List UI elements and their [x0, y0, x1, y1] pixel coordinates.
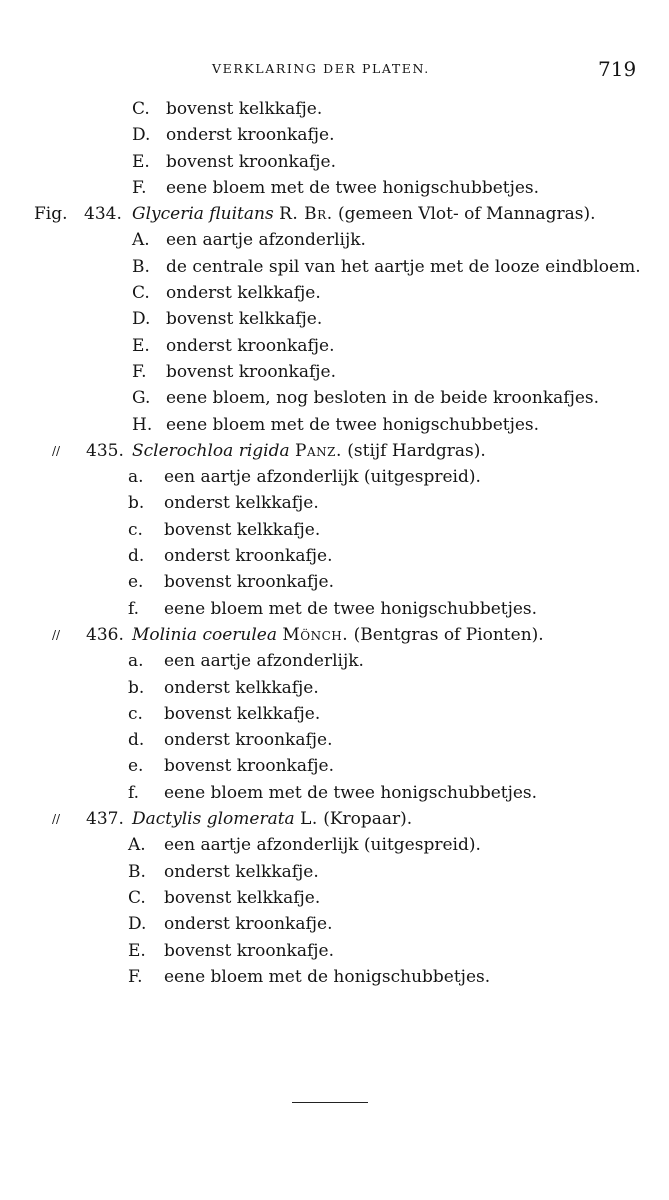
list-item	[0, 675, 669, 701]
list-item	[0, 122, 669, 148]
item-text: eene bloem met de honigschubbetjes.	[164, 966, 491, 987]
figure-number: 437.	[86, 809, 124, 830]
item-text: eene bloem met de twee honigschubbetjes.	[164, 598, 538, 619]
item-text: eene bloem, nog besloten in de beide kroonkafjes.	[166, 388, 600, 409]
figure-number: 436.	[86, 624, 124, 645]
species-name: Glyceria fluitans	[132, 204, 274, 225]
item-label: f.	[128, 598, 140, 619]
figure-prefix: Fig.	[34, 204, 68, 225]
list-item	[0, 569, 669, 595]
item-text: onderst kroonkafje.	[166, 335, 335, 356]
item-label: C.	[132, 99, 150, 119]
item-text: bovenst kelkkafje.	[164, 519, 321, 540]
list-item	[0, 490, 669, 516]
species-author: L.	[300, 809, 318, 830]
item-label: b.	[128, 493, 145, 514]
list-item	[0, 412, 669, 438]
item-label: A.	[128, 835, 146, 856]
item-label: B.	[128, 861, 146, 882]
item-label: c.	[128, 519, 143, 540]
item-text: eene bloem met de twee honigschubbetjes.	[166, 177, 540, 198]
plate-explanations	[0, 96, 669, 990]
item-text: onderst kroonkafje.	[164, 546, 333, 567]
item-label: f.	[128, 782, 140, 803]
figure-number: 434.	[84, 204, 122, 225]
species-name: Sclerochloa rigida	[132, 440, 290, 461]
item-text: bovenst kroonkafje.	[164, 572, 334, 593]
common-name: (Kropaar).	[323, 809, 413, 830]
list-item	[0, 175, 669, 201]
item-label: G.	[132, 388, 151, 409]
running-title: VERKLARING DER PLATEN.	[212, 61, 430, 76]
list-item	[0, 911, 669, 937]
list-item	[0, 648, 669, 674]
species-name: Molinia coerulea	[132, 624, 277, 645]
figure-heading	[0, 622, 669, 648]
item-label: d.	[128, 546, 145, 567]
list-item	[0, 543, 669, 569]
item-label: H.	[132, 414, 153, 435]
item-label: D.	[132, 125, 151, 146]
figure-number: 435.	[86, 440, 124, 461]
item-label: C.	[128, 887, 146, 908]
list-item	[0, 517, 669, 543]
list-item	[0, 254, 669, 280]
end-rule	[292, 1102, 368, 1103]
item-text: bovenst kroonkafje.	[166, 361, 336, 382]
species-author: R. Br.	[279, 204, 333, 225]
item-text: onderst kelkkafje.	[164, 861, 319, 882]
list-item	[0, 780, 669, 806]
item-label: F.	[128, 966, 143, 987]
list-item	[0, 385, 669, 411]
item-text: een aartje afzonderlijk.	[166, 230, 366, 251]
list-item	[0, 753, 669, 779]
item-text: bovenst kroonkafje.	[164, 756, 334, 777]
item-label: a.	[128, 651, 144, 672]
item-label: e.	[128, 572, 144, 593]
figure-species	[132, 622, 544, 648]
figure-heading	[0, 438, 669, 464]
item-label: d.	[128, 730, 145, 751]
item-label: c.	[128, 703, 143, 724]
item-text: een aartje afzonderlijk (uitgespreid).	[164, 835, 481, 856]
list-item	[0, 96, 669, 122]
species-author: Mönch.	[282, 624, 349, 645]
item-text: onderst kroonkafje.	[166, 125, 335, 146]
species-author: Panz.	[295, 440, 342, 461]
item-label: F.	[132, 177, 147, 198]
item-text: bovenst kelkkafje.	[166, 99, 323, 119]
list-item	[0, 832, 669, 858]
page-number: 719	[598, 57, 637, 81]
species-name: Dactylis glomerata	[132, 809, 295, 830]
item-label: e.	[128, 756, 144, 777]
item-label: E.	[132, 151, 150, 172]
list-item	[0, 306, 669, 332]
item-label: B.	[132, 256, 150, 277]
list-item	[0, 280, 669, 306]
figure-heading	[0, 806, 669, 832]
common-name: (stijf Hardgras).	[347, 440, 486, 461]
item-label: A.	[132, 230, 150, 251]
figure-species	[132, 201, 596, 227]
item-label: C.	[132, 283, 150, 304]
list-item	[0, 359, 669, 385]
item-text: onderst kroonkafje.	[164, 730, 333, 751]
item-label: E.	[132, 335, 150, 356]
item-text: onderst kelkkafje.	[164, 677, 319, 698]
list-item	[0, 333, 669, 359]
list-item	[0, 596, 669, 622]
item-text: bovenst kroonkafje.	[166, 151, 336, 172]
ditto-mark: //	[52, 627, 61, 642]
item-label: b.	[128, 677, 145, 698]
item-text: onderst kroonkafje.	[164, 914, 333, 935]
item-label: D.	[128, 914, 147, 935]
list-item	[0, 149, 669, 175]
list-item	[0, 964, 669, 990]
list-item	[0, 227, 669, 253]
item-text: onderst kelkkafje.	[164, 493, 319, 514]
item-text: bovenst kelkkafje.	[166, 309, 323, 330]
list-item	[0, 859, 669, 885]
page-header	[0, 58, 669, 84]
item-text: bovenst kelkkafje.	[164, 887, 321, 908]
item-text: een aartje afzonderlijk (uitgespreid).	[164, 467, 481, 488]
item-text: de centrale spil van het aartje met de looze eindbloem.	[166, 256, 641, 277]
list-item	[0, 938, 669, 964]
ditto-mark: //	[52, 443, 61, 458]
ditto-mark: //	[52, 812, 61, 827]
item-label: a.	[128, 467, 144, 488]
item-label: D.	[132, 309, 151, 330]
list-item	[0, 701, 669, 727]
item-text: onderst kelkkafje.	[166, 283, 321, 304]
item-text: bovenst kelkkafje.	[164, 703, 321, 724]
item-text: bovenst kroonkafje.	[164, 940, 334, 961]
figure-species	[132, 806, 412, 832]
common-name: (gemeen Vlot- of Mannagras).	[338, 204, 596, 225]
list-item	[0, 464, 669, 490]
item-text: eene bloem met de twee honigschubbetjes.	[164, 782, 538, 803]
list-item	[0, 727, 669, 753]
item-text: eene bloem met de twee honigschubbetjes.	[166, 414, 540, 435]
common-name: (Bentgras of Pionten).	[353, 624, 544, 645]
item-label: E.	[128, 940, 146, 961]
list-item	[0, 885, 669, 911]
figure-species	[132, 438, 486, 464]
figure-heading	[0, 201, 669, 227]
item-label: F.	[132, 361, 147, 382]
item-text: een aartje afzonderlijk.	[164, 651, 364, 672]
